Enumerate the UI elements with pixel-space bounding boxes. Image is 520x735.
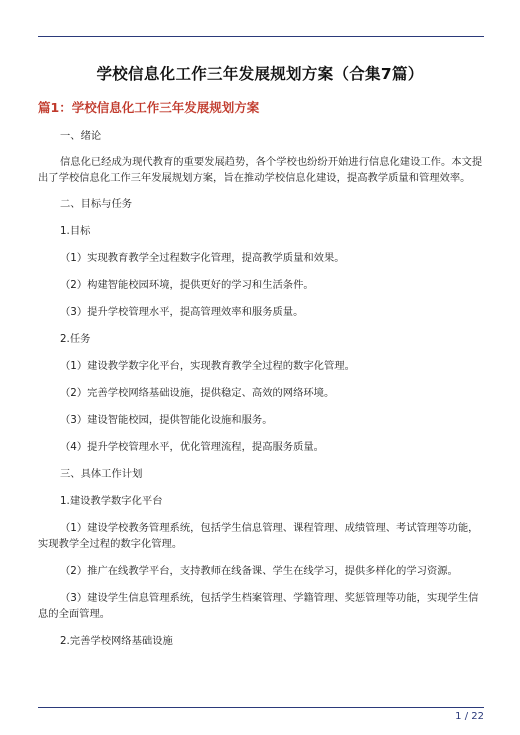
list-item: （2）完善学校网络基础设施，提供稳定、高效的网络环境。: [60, 387, 335, 399]
document-body: [38, 128, 484, 649]
list-item: （2）构建智能校园环境，提供更好的学习和生活条件。: [60, 279, 314, 291]
section-heading-intro: 一、绪论: [60, 130, 102, 142]
page-indicator: 1 / 22: [455, 711, 484, 722]
subsection-heading: 1.目标: [60, 225, 91, 237]
document-title: 学校信息化工作三年发展规划方案（合集7篇）: [96, 65, 424, 83]
list-item: （1）建设学校教务管理系统，包括学生信息管理、课程管理、成绩管理、考试管理等功能，实现教学全过程的数字化管理。: [38, 522, 479, 550]
chapter-heading: 篇1：学校信息化工作三年发展规划方案: [38, 100, 260, 115]
footer-rule: [38, 707, 484, 708]
subsection-heading: 1.建设教学数字化平台: [60, 495, 163, 507]
header-rule: [38, 36, 484, 37]
section-heading-plan: 三、具体工作计划: [60, 468, 143, 480]
list-item: （3）建设智能校园，提供智能化设施和服务。: [60, 414, 273, 426]
list-item: （1）建设教学数字化平台，实现教育教学全过程的数字化管理。: [60, 360, 355, 372]
body-paragraph: 信息化已经成为现代教育的重要发展趋势，各个学校也纷纷开始进行信息化建设工作。本文提出了学校信息化工作三年发展规划方案，旨在推动学校信息化建设，提高教学质量和管理效率。: [38, 156, 483, 184]
subsection-heading: 2.完善学校网络基础设施: [60, 635, 173, 647]
list-item: （3）提升学校管理水平，提高管理效率和服务质量。: [60, 306, 304, 318]
list-item: （3）建设学生信息管理系统，包括学生档案管理、学籍管理、奖惩管理等功能，实现学生信息的全面管理。: [38, 592, 479, 620]
section-heading-goals: 二、目标与任务: [60, 198, 133, 210]
list-item: （1）实现教育教学全过程数字化管理，提高教学质量和效果。: [60, 252, 345, 264]
list-item: （4）提升学校管理水平，优化管理流程，提高服务质量。: [60, 441, 324, 453]
subsection-heading: 2.任务: [60, 333, 91, 345]
list-item: （2）推广在线教学平台，支持教师在线备课、学生在线学习，提供多样化的学习资源。: [60, 565, 458, 577]
